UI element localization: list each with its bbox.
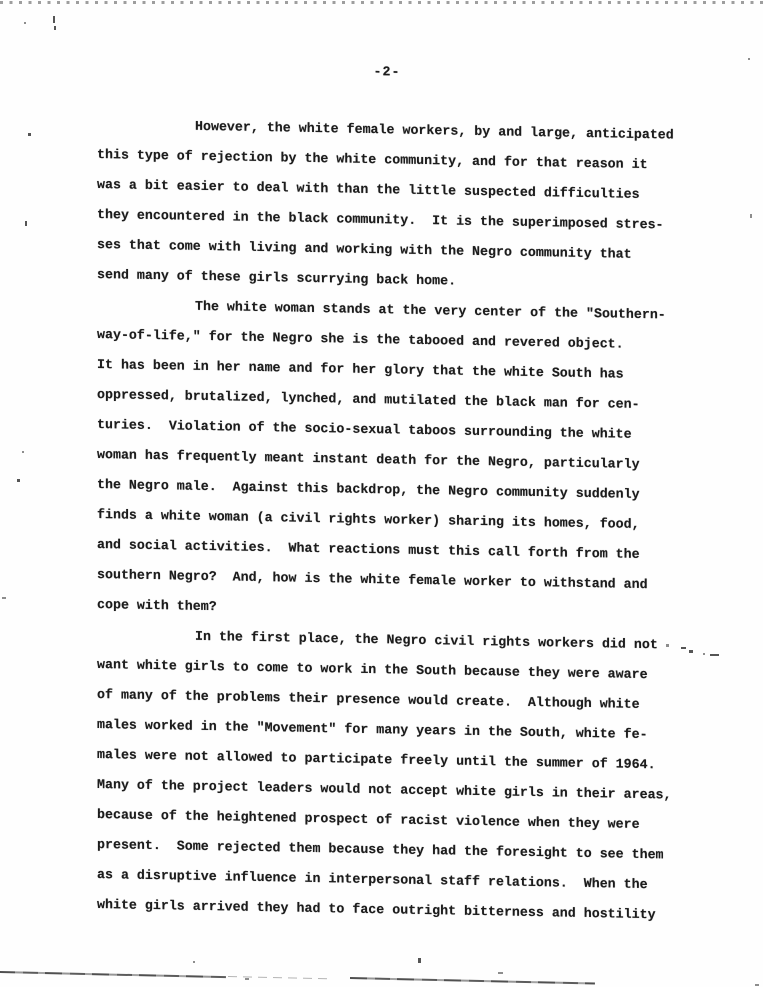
paragraph-2-line-7: the Negro male. Against this backdrop, the Negro community suddenly [97, 477, 640, 502]
typewritten-text-block [97, 52, 697, 931]
scan-speck [689, 650, 693, 653]
scan-speck [25, 221, 27, 226]
paragraph-2-line-8: finds a white woman (a civil rights worker) sharing its homes, food, [97, 507, 640, 532]
scan-speck [748, 58, 750, 60]
paragraph-2-line-9: and social activities. What reactions must this call forth from the [97, 537, 640, 562]
paragraph-2-line-10: southern Negro? And, how is the white female worker to withstand and [97, 567, 648, 593]
scan-speck [17, 479, 20, 482]
paragraph-1-line-2: this type of rejection by the white community, and for that reason it [97, 147, 648, 173]
paragraph-3-line-6: Many of the project leaders would not accept white girls in their areas, [97, 777, 672, 803]
paragraph-3-line-8: present. Some rejected them because they had the foresight to see them [97, 837, 664, 863]
scan-speck [681, 647, 686, 649]
scan-line-artifact [228, 976, 328, 979]
scan-speck [53, 16, 55, 23]
paragraph-1-line-4: they encountered in the black community. It is the superimposed stres- [97, 207, 664, 233]
scan-speck [498, 972, 503, 974]
scan-speck [193, 961, 195, 963]
paragraph-2-line-1: The white woman stands at the very center of the "Southern- [195, 298, 666, 323]
scan-speck [2, 597, 6, 599]
scan-speck [28, 133, 31, 136]
document-text [97, 110, 697, 931]
paragraph-2-line-4: oppressed, brutalized, lynched, and mutilated the black man for cen- [97, 387, 640, 412]
paragraph-3-line-10: white girls arrived they had to face outright bitterness and hostility [97, 897, 656, 923]
paragraph-3-line-3: of many of the problems their presence would create. Although white [97, 687, 640, 712]
scan-speck [22, 451, 24, 453]
paragraph-1-line-5: ses that come with living and working with the Negro community that [97, 237, 632, 262]
scan-speck [54, 26, 56, 30]
scan-line-artifact [350, 977, 595, 985]
paragraph-1-line-6: send many of these girls scurrying back home. [97, 267, 457, 289]
scan-speck [750, 214, 752, 218]
paragraph-2-line-6: woman has frequently meant instant death for the Negro, particularly [97, 447, 640, 472]
paragraph-3-line-1: In the first place, the Negro civil rights workers did not [195, 628, 658, 653]
paragraph-3-line-9: as a disruptive influence in interpersonal staff relations. When the [97, 867, 648, 893]
paragraph-1-line-1: However, the white female workers, by and large, anticipated [195, 118, 674, 143]
paragraph-2-line-2: way-of-life," for the Negro she is the tabooed and revered object. [97, 327, 624, 352]
paragraph-3-line-5: males were not allowed to participate freely until the summer of 1964. [97, 747, 656, 773]
paragraph-3-line-7: because of the heightened prospect of racist violence when they were [97, 807, 640, 832]
scan-speck [418, 958, 421, 963]
paragraph-3-line-4: males worked in the "Movement" for many years in the South, white fe- [97, 717, 648, 743]
dotted-edge-border [0, 1, 763, 4]
page-number: -2- [373, 64, 401, 80]
paragraph-3-line-2: want white girls to come to work in the South because they were aware [97, 657, 648, 683]
scan-speck [703, 653, 705, 655]
scan-speck [755, 984, 759, 986]
paragraph-2-line-5: turies. Violation of the socio-sexual taboos surrounding the white [97, 417, 632, 442]
paragraph-2-line-11: cope with them? [97, 597, 217, 615]
scan-speck [710, 654, 719, 656]
scan-speck [666, 644, 669, 647]
scan-line-artifact [0, 971, 226, 978]
scan-speck [245, 978, 249, 980]
paragraph-1-line-3: was a bit easier to deal with than the little suspected difficulties [97, 177, 640, 202]
scan-speck [24, 22, 26, 24]
paragraph-2-line-3: It has been in her name and for her glory that the white South has [97, 357, 624, 382]
